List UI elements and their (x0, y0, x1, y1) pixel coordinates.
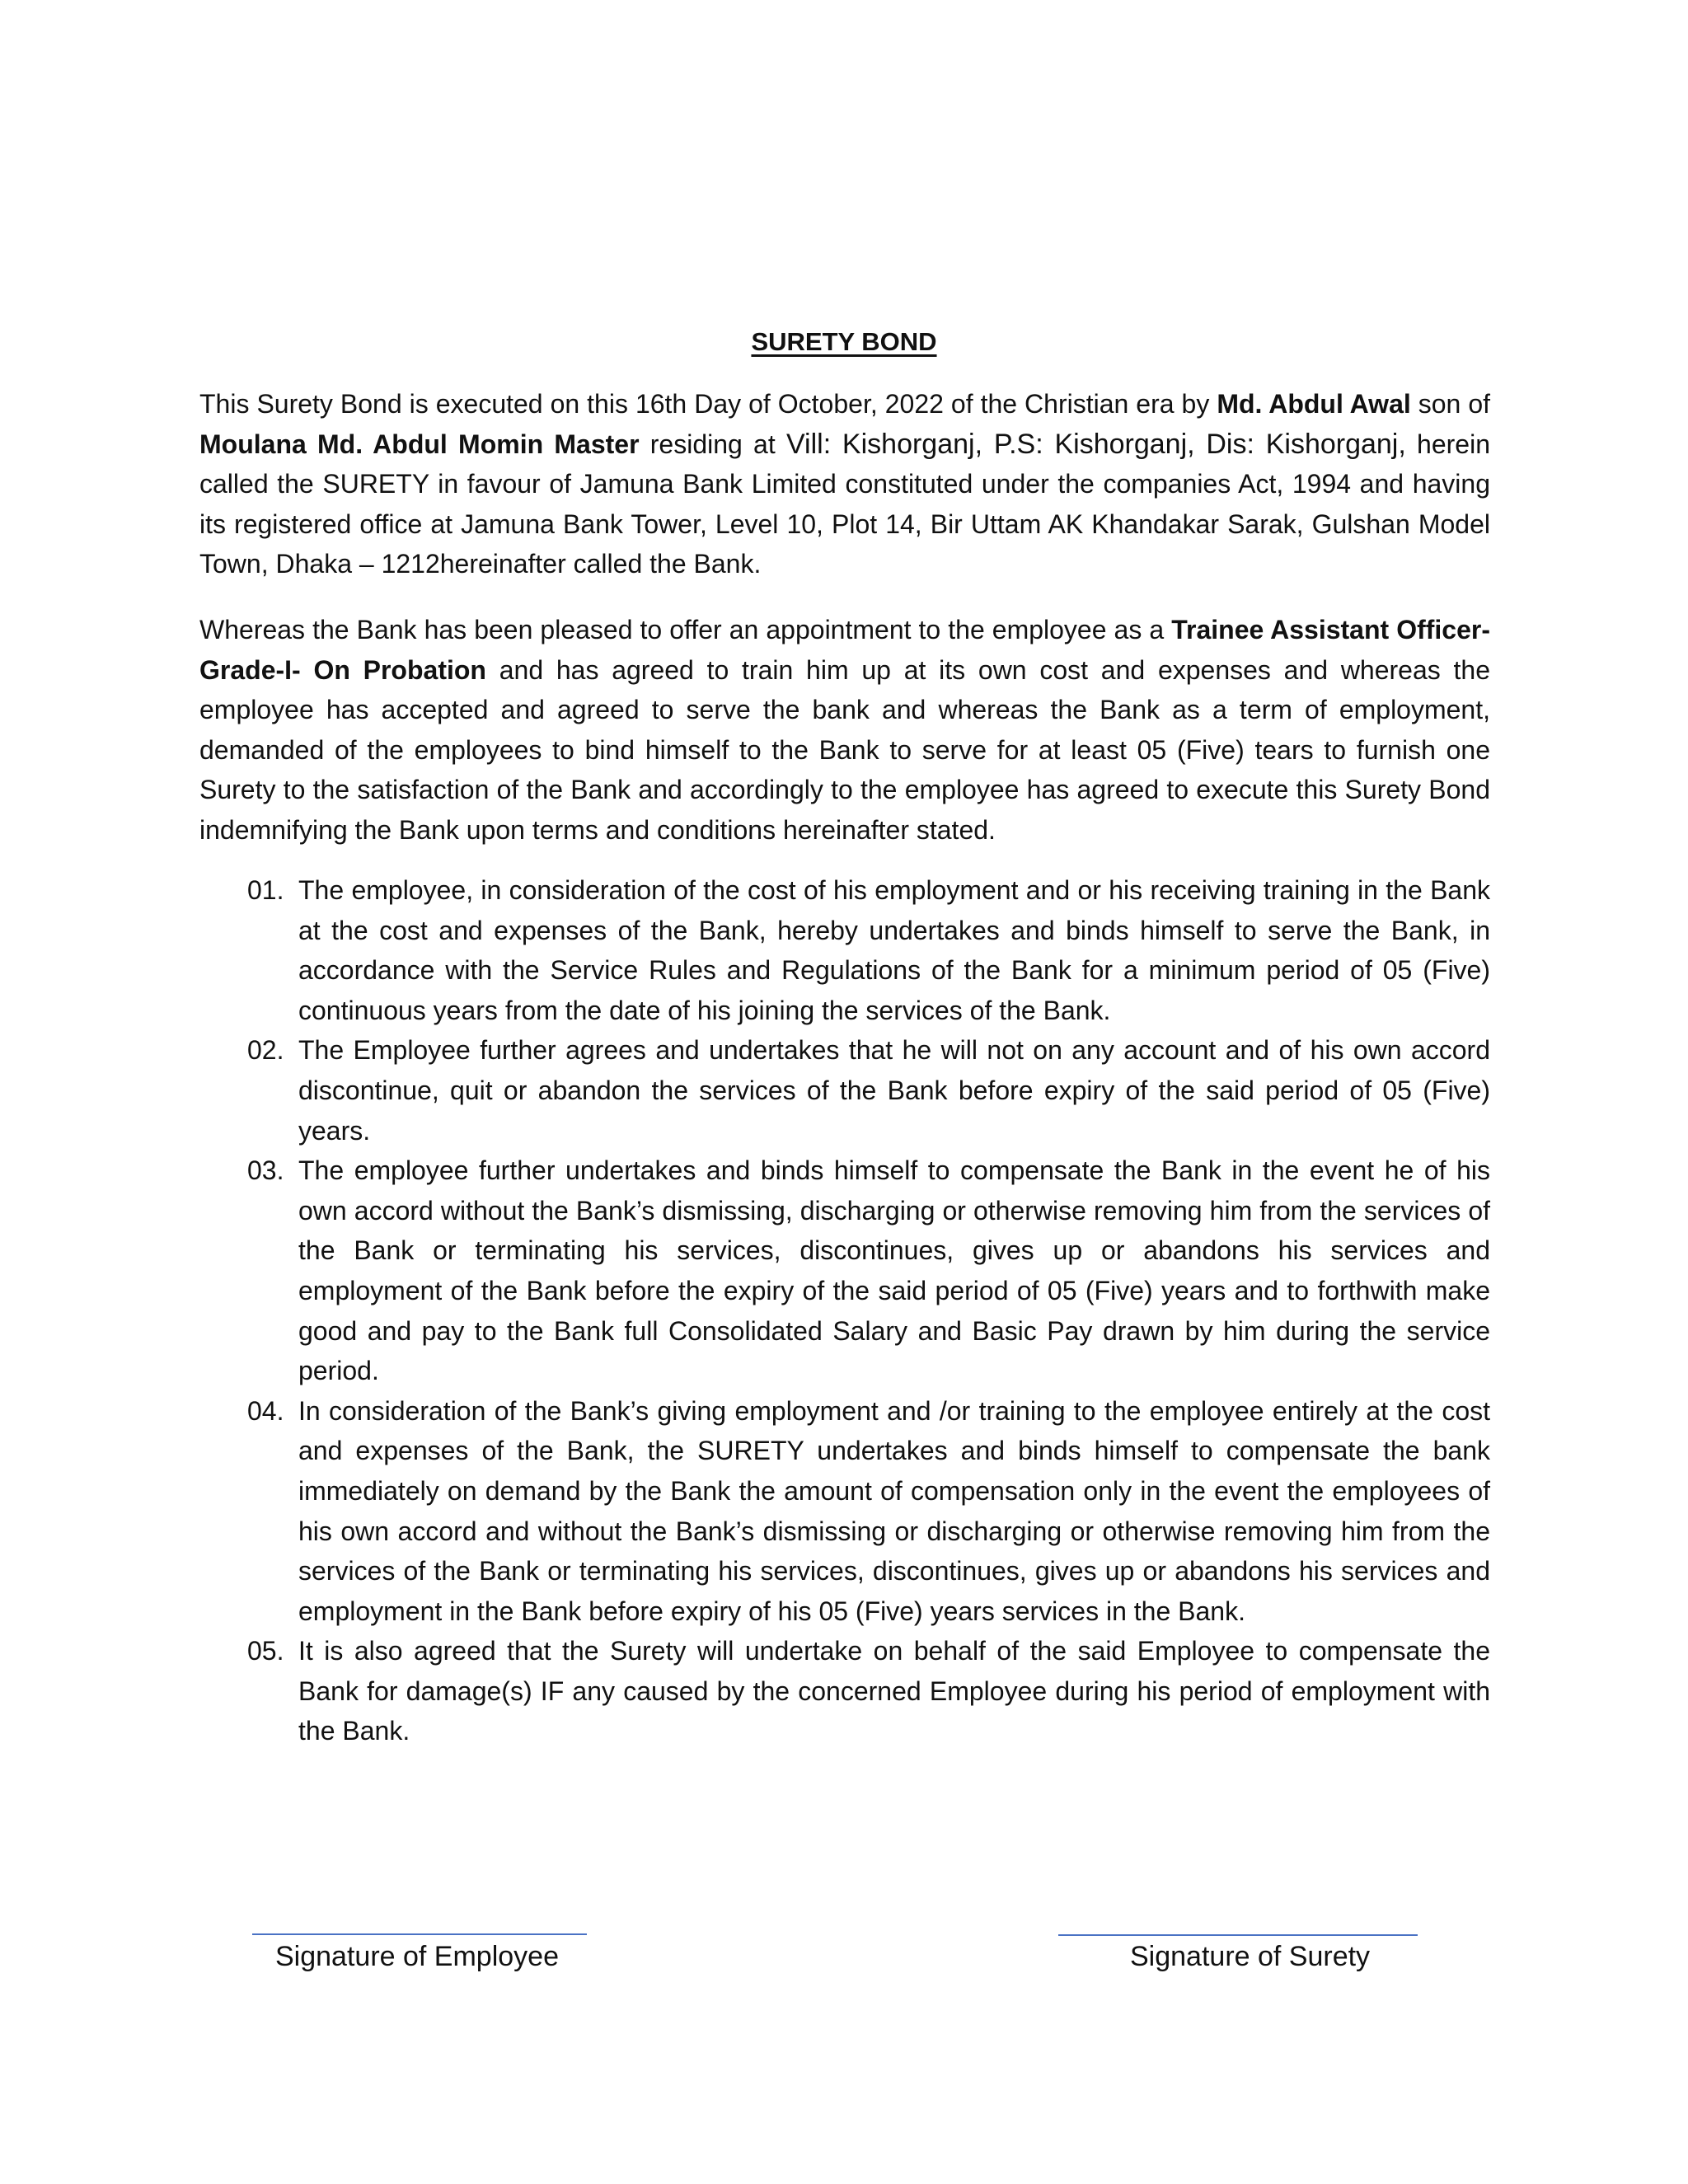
document-title: SURETY BOND (751, 327, 937, 356)
whereas-text-1: Whereas the Bank has been pleased to offer an appointment to the employee as a (199, 615, 1172, 644)
whereas-text-2: and has agreed to train him up at its own cost and expenses and whereas the employee has accepted and agreed to serve the bank and whereas the Bank as a term of employment, demanded of the employees to bind himself to the Bank to serve for at least 05 (Five) tears to furnish one Surety to the satisfaction of the Bank and accordingly to the employee has agreed to execute this Surety Bond indemnifying the Bank upon terms and conditions hereinafter stated. (199, 654, 1491, 845)
whereas-paragraph (199, 610, 1490, 851)
surety-father-name: Moulana Md. Abdul Momin Master (199, 429, 640, 459)
clause-item (199, 1151, 1490, 1391)
employee-signature-line (252, 1933, 587, 1935)
clause-text: The employee further undertakes and binds himself to compensate the Bank in the event he of his own accord without the Bank’s dismissing, discharging or otherwise removing him from the services of the Bank or terminating his services, discontinues, gives up or abandons his services and employment of the Bank before the expiry of the said period of 05 (Five) years and to forthwith make good and pay to the Bank full Consolidated Salary and Basic Pay drawn by him during the service period. (298, 1155, 1490, 1386)
clause-number: 03. (247, 1155, 284, 1186)
appointment-position: Trainee Assistant Officer- Grade-I- On Probation (199, 615, 1491, 685)
clause-item (199, 1030, 1490, 1151)
surety-name: Md. Abdul Awal (1217, 389, 1411, 419)
clause-item (199, 1391, 1490, 1632)
intro-text-1: This Surety Bond is executed on this 16th Day of October, 2022 of the Christian era by (199, 389, 1217, 419)
employee-signature-label: Signature of Employee (275, 1941, 559, 1972)
clauses-list (199, 870, 1490, 1751)
surety-address: Vill: Kishorganj, P.S: Kishorganj, Dis: Kishorganj, (785, 428, 1406, 460)
clause-text: In consideration of the Bank’s giving employment and /or training to the employee entirely at the cost and expenses of the Bank, the SURETY undertakes and binds himself to compensate the bank immediately on demand by the Bank the amount of compensation only in the event the employees of his own accord and without the Bank’s dismissing or discharging or otherwise removing him from the services of the Bank or terminating his services, discontinues, gives up or abandons his services and employment in the Bank before expiry of his 05 (Five) years services in the Bank. (298, 1395, 1490, 1626)
intro-text-3: residing at (639, 429, 786, 459)
clause-item (199, 1631, 1490, 1751)
clause-number: 04. (247, 1395, 284, 1426)
clause-number: 01. (247, 875, 284, 905)
intro-text-4: herein called the SURETY in favour of Jamuna Bank Limited constituted under the companies Act, 1994 and having its registered office at Jamuna Bank Tower, Level 10, Plot 14, Bir Uttam AK Khandakar Sarak, Gulshan Model Town, Dhaka – 1212hereinafter called the Bank. (199, 429, 1490, 579)
intro-text-2: son of (1410, 389, 1491, 419)
clause-text: The employee, in consideration of the cost of his employment and or his receiving training in the Bank at the cost and expenses of the Bank, hereby undertakes and binds himself to serve the Bank, in accordance with the Service Rules and Regulations of the Bank for a minimum period of 05 (Five) continuous years from the date of his joining the services of the Bank. (298, 875, 1490, 1025)
intro-paragraph (199, 384, 1490, 584)
clause-item (199, 870, 1490, 1030)
clause-text: It is also agreed that the Surety will undertake on behalf of the said Employee to compensate the Bank for damage(s) IF any caused by the concerned Employee during his period of employment with the Bank. (298, 1636, 1490, 1746)
clause-number: 05. (247, 1636, 284, 1666)
clause-number: 02. (247, 1035, 284, 1066)
surety-signature-label: Signature of Surety (1130, 1941, 1371, 1972)
surety-signature-line (1058, 1934, 1418, 1936)
clause-text: The Employee further agrees and undertakes that he will not on any account and of his own accord discontinue, quit or abandon the services of the Bank before expiry of the said period of 05 (Five) years. (298, 1035, 1490, 1146)
